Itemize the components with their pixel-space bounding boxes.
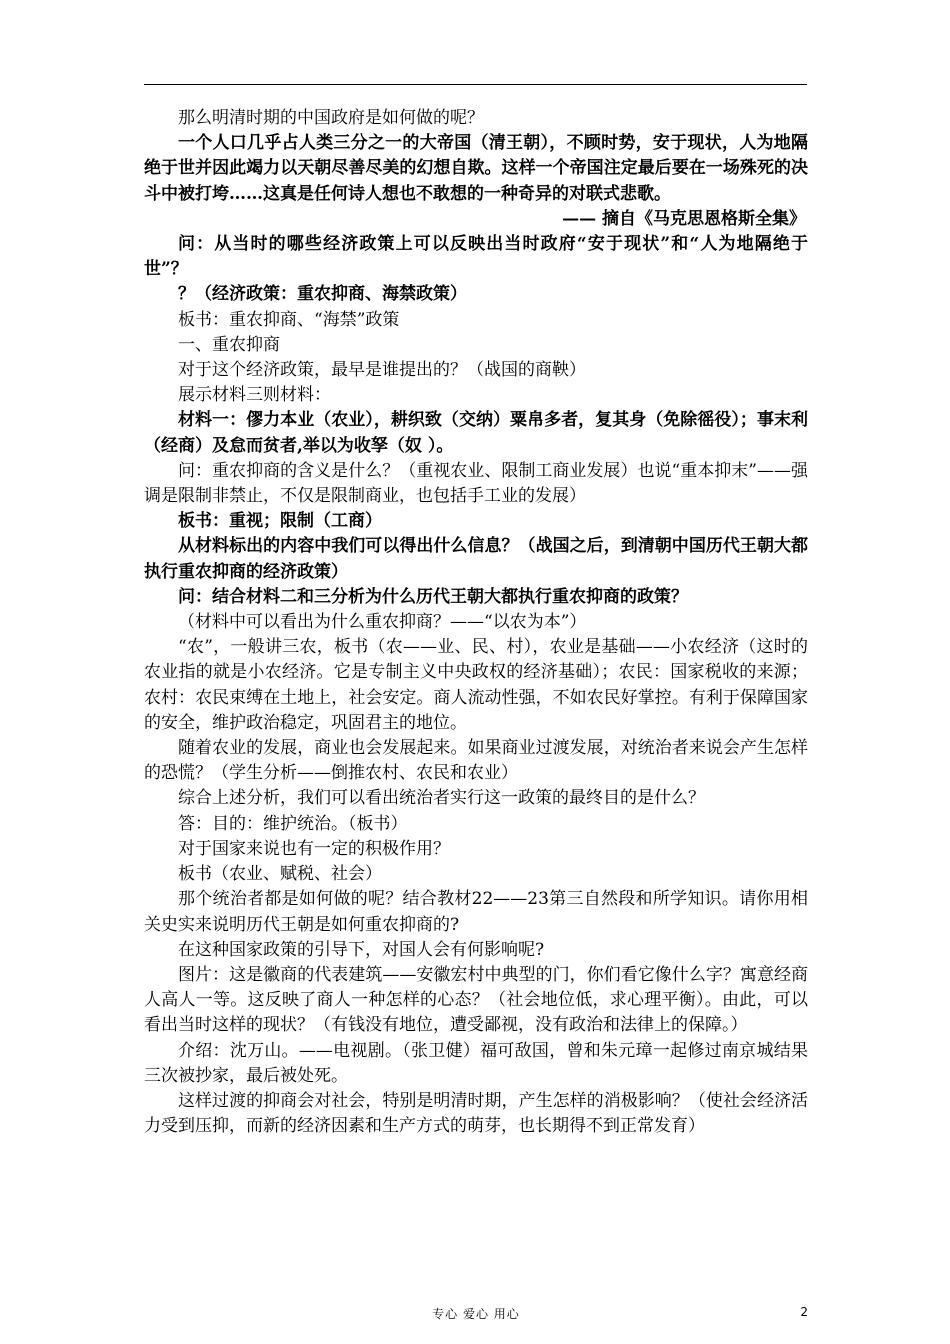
footer-motto: 专心 爱心 用心 <box>432 1307 520 1321</box>
header-rule <box>144 84 807 85</box>
paragraph: 对于国家来说也有一定的积极作用？ <box>178 838 450 859</box>
paragraph: 综合上述分析，我们可以看出统治者实行这一政策的最终目的是什么？ <box>178 788 705 809</box>
paragraph: 材料一：僇力本业（农业），耕织致（交纳）粟帛多者，复其身（免除徭役）；事末利（经商）及怠而贫者,举以为收孥（奴 ）。 <box>144 410 808 456</box>
paragraph: 板书：重农抑商、“海禁”政策 <box>178 309 400 330</box>
paragraph: 问：结合材料二和三分析为什么历代王朝大都执行重农抑商的政策？ <box>178 586 688 607</box>
paragraph: 一、重农抑商 <box>178 334 280 355</box>
paragraph: 一个人口几乎占人类三分之一的大帝国（清王朝），不顾时势，安于现状，人为地隔绝于世并因此竭力以天朝尽善尽美的幻想自欺。这样一个帝国注定最后要在一场殊死的决斗中被打垮……这真是任何诗人想也不敢想的一种奇异的对联式悲歌。 <box>144 133 808 204</box>
paragraph: 答：目的：维护统治。（板书） <box>178 813 408 834</box>
paragraph: 问：从当时的哪些经济政策上可以反映出当时政府“安于现状”和“人为地隔绝于世”？ <box>144 234 808 280</box>
page-footer <box>144 1305 808 1325</box>
paragraph: “农”，一般讲三农，板书（农——业、民、村），农业是基础——小农经济（这时的农业指的就是小农经济。它是专制主义中央政权的经济基础）；农民：国家税收的来源；农村：农民束缚在土地上，社会安定。商人流动性强，不如农民好掌控。有利于保障国家的安全，维护政治稳定，巩固君主的地位。 <box>144 637 808 733</box>
paragraph: 图片：这是徽商的代表建筑——安徽宏村中典型的门，你们看它像什么字？寓意经商人高人一等。这反映了商人一种怎样的心态？（社会地位低，求心理平衡）。由此，可以看出当时这样的现状？（有钱没有地位，遭受鄙视，没有政治和法律上的保障。） <box>144 964 808 1036</box>
paragraph: 从材料标出的内容中我们可以得出什么信息？（战国之后，到清朝中国历代王朝大都执行重农抑商的经济政策） <box>144 536 808 582</box>
paragraph: 这样过渡的抑商会对社会，特别是明清时期，产生怎样的消极影响？（使社会经济活力受到压抑，而新的经济因素和生产方式的萌芽，也长期得不到正常发育） <box>144 1090 808 1137</box>
document-body <box>144 106 808 1139</box>
paragraph: 问：重农抑商的含义是什么？（重视农业、限制工商业发展）也说“重本抑末”——强调是限制非禁止，不仅是限制商业，也包括手工业的发展） <box>144 460 808 507</box>
paragraph: 对于这个经济政策，最早是谁提出的？（战国的商鞅） <box>178 360 586 381</box>
paragraph: 在这种国家政策的引导下，对国人会有何影响呢? <box>178 939 545 960</box>
page-number: 2 <box>800 1305 808 1319</box>
paragraph: 那么明清时期的中国政府是如何做的呢？ <box>178 108 484 128</box>
paragraph: 展示材料三则材料： <box>178 385 331 406</box>
paragraph: 随着农业的发展，商业也会发展起来。如果商业过渡发展，对统治者来说会产生怎样的恐慌？（学生分析——倒推农村、农民和农业） <box>144 738 808 784</box>
citation: —— 摘自《马克思恩格斯全集》 <box>562 208 806 229</box>
paragraph: ？（经济政策：重农抑商、海禁政策） <box>178 284 467 305</box>
paragraph: （材料中可以看出为什么重农抑商？——“以农为本”） <box>178 612 587 633</box>
paragraph: 介绍：沈万山。——电视剧。（张卫健）福可敌国，曾和朱元璋一起修过南京城结果三次被抄家，最后被处死。 <box>144 1040 808 1086</box>
paragraph: 板书：重视；限制（工商） <box>178 511 382 532</box>
paragraph: 板书（农业、赋税、社会） <box>178 864 382 885</box>
paragraph: 那个统治者都是如何做的呢？结合教材22——23第三自然段和所学知识。请你用相关史实来说明历代王朝是如何重农抑商的? <box>144 889 808 935</box>
